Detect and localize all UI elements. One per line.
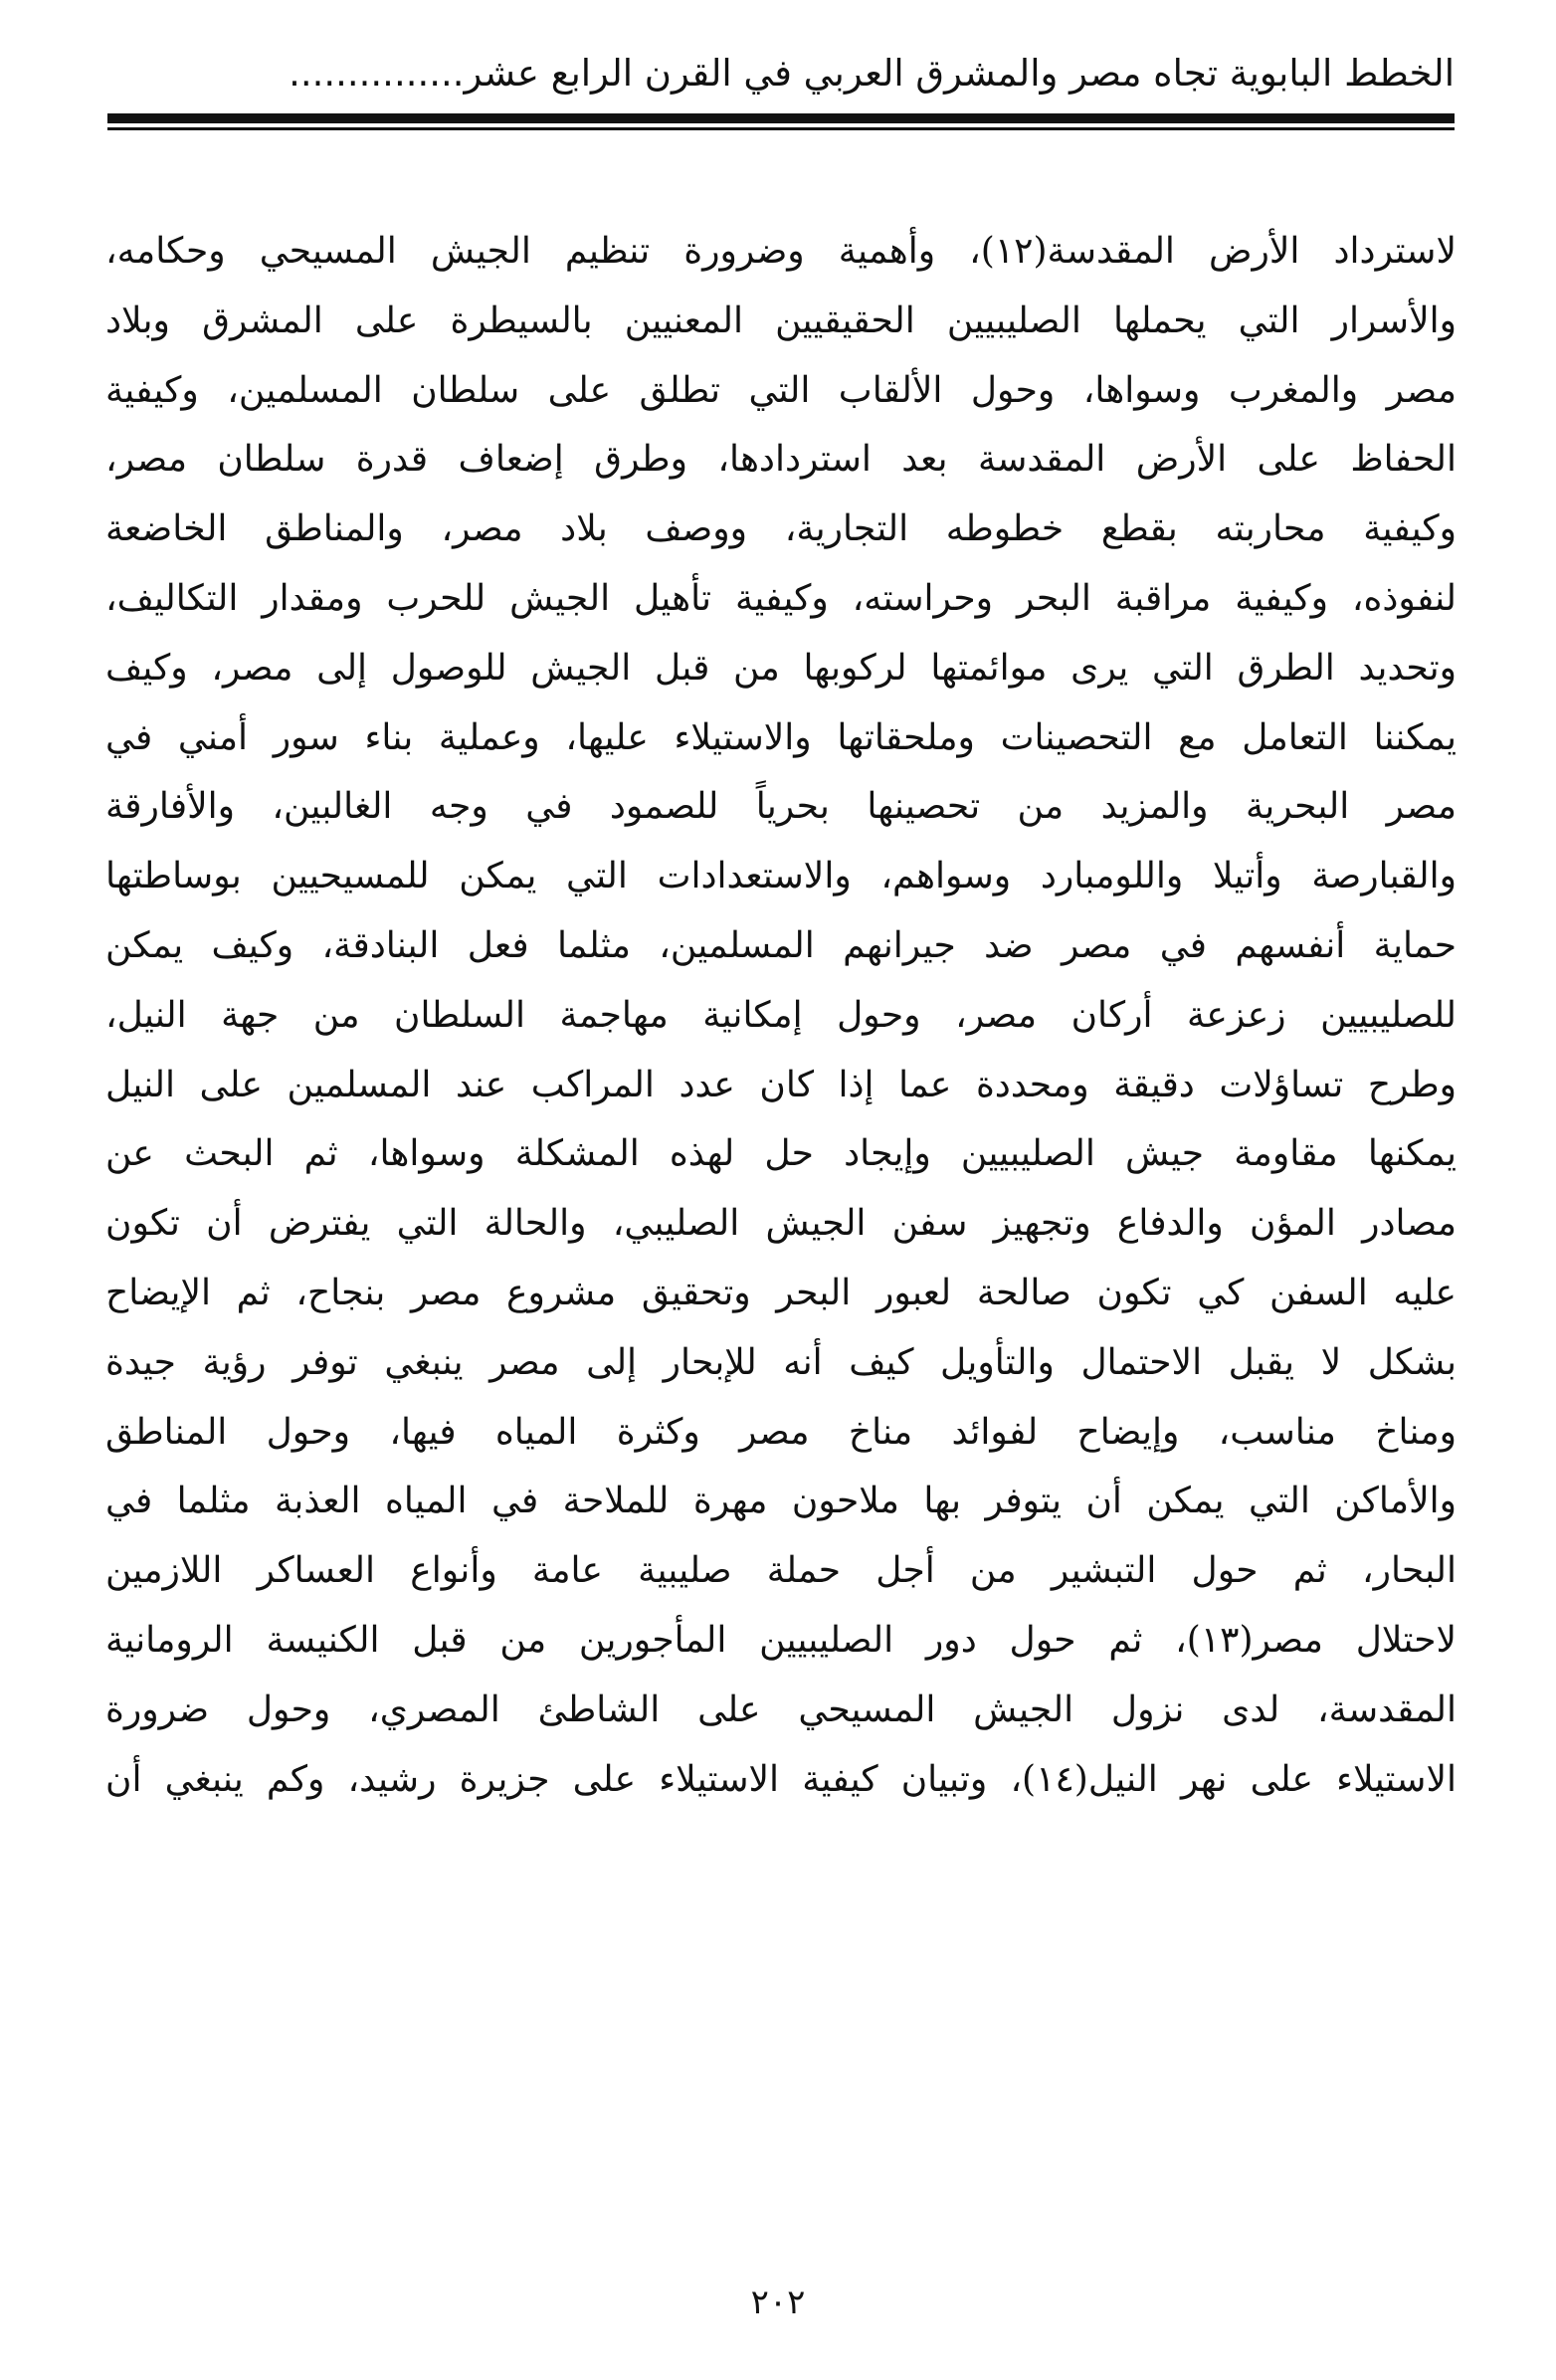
text-line-20: البحار، ثم حول التبشير من أجل حملة صليبية عامة وأنواع العساكر اللازمين xyxy=(105,1550,1457,1592)
text-line-22: المقدسة، لدى نزول الجيش المسيحي على الشاطئ المصري، وحول ضرورة xyxy=(105,1688,1457,1730)
text-line-21: لاحتلال مصر(١٣)، ثم حول دور الصليبيين المأجورين من قبل الكنيسة الرومانية xyxy=(105,1619,1457,1661)
text-line-14: يمكنها مقاومة جيش الصليبيين وإيجاد حل لهذه المشكلة وسواها، ثم البحث عن xyxy=(105,1133,1457,1175)
header-rule-thin xyxy=(107,127,1455,130)
text-line-5: وكيفية محاربته بقطع خطوطه التجارية، ووصف بلاد مصر، والمناطق الخاضعة xyxy=(105,508,1457,550)
text-line-7: وتحديد الطرق التي يرى موائمتها لركوبها من قبل الجيش للوصول إلى مصر، وكيف xyxy=(105,647,1457,689)
text-line-4: الحفاظ على الأرض المقدسة بعد استردادها، وطرق إضعاف قدرة سلطان مصر، xyxy=(105,439,1457,481)
text-line-12: للصليبيين زعزعة أركان مصر، وحول إمكانية مهاجمة السلطان من جهة النيل، xyxy=(105,994,1457,1036)
running-header xyxy=(107,42,1455,131)
text-line-1: لاسترداد الأرض المقدسة(١٢)، وأهمية وضرورة تنظيم الجيش المسيحي وحكامه، xyxy=(105,231,1457,272)
text-line-17: بشكل لا يقبل الاحتمال والتأويل كيف أنه للإبحار إلى مصر ينبغي توفر رؤية جيدة xyxy=(105,1341,1457,1383)
header-rule-thick xyxy=(107,113,1455,123)
text-line-23: الاستيلاء على نهر النيل(١٤)، وتبيان كيفية الاستيلاء على جزيرة رشيد، وكم ينبغي أن xyxy=(105,1758,1457,1800)
header-title: الخطط البابوية تجاه مصر والمشرق العربي في القرن الرابع عشر............... xyxy=(289,52,1455,95)
text-line-15: مصادر المؤن والدفاع وتجهيز سفن الجيش الصليبي، والحالة التي يفترض أن تكون xyxy=(105,1203,1457,1245)
text-line-9: مصر البحرية والمزيد من تحصينها بحرياً للصمود في وجه الغالبين، والأفارقة xyxy=(105,786,1457,828)
text-line-16: عليه السفن كي تكون صالحة لعبور البحر وتحقيق مشروع مصر بنجاح، ثم الإيضاح xyxy=(105,1272,1457,1313)
text-line-3: مصر والمغرب وسواها، وحول الألقاب التي تطلق على سلطان المسلمين، وكيفية xyxy=(105,369,1457,411)
body-text xyxy=(105,217,1457,1814)
text-line-18: ومناخ مناسب، وإيضاح لفوائد مناخ مصر وكثرة المياه فيها، وحول المناطق xyxy=(105,1411,1457,1453)
text-line-6: لنفوذه، وكيفية مراقبة البحر وحراسته، وكيفية تأهيل الجيش للحرب ومقدار التكاليف، xyxy=(105,577,1457,619)
text-line-19: والأماكن التي يمكن أن يتوفر بها ملاحون مهرة للملاحة في المياه العذبة مثلما في xyxy=(105,1481,1457,1522)
text-line-8: يمكننا التعامل مع التحصينات وملحقاتها والاستيلاء عليها، وعملية بناء سور أمني في xyxy=(105,716,1457,758)
text-line-2: والأسرار التي يحملها الصليبيين الحقيقيين المعنيين بالسيطرة على المشرق وبلاد xyxy=(105,299,1457,341)
page-number: ٢٠٢ xyxy=(750,2282,806,2322)
text-line-10: والقبارصة وأتيلا واللومبارد وسواهم، والاستعدادات التي يمكن للمسيحيين بوساطتها xyxy=(105,856,1457,897)
text-line-11: حماية أنفسهم في مصر ضد جيرانهم المسلمين، مثلما فعل البنادقة، وكيف يمكن xyxy=(105,924,1457,966)
text-line-13: وطرح تساؤلات دقيقة ومحددة عما إذا كان عدد المراكب عند المسلمين على النيل xyxy=(105,1064,1457,1105)
